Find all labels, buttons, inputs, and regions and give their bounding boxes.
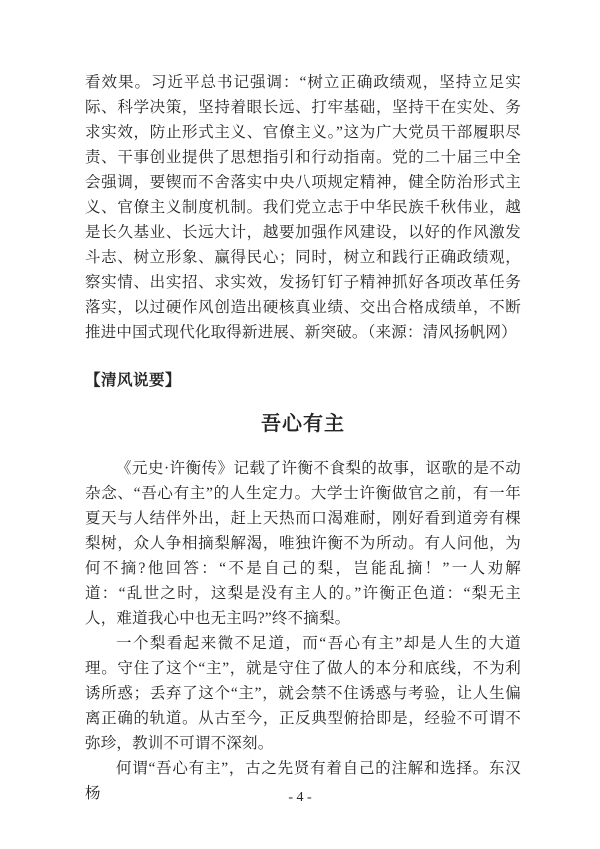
page-body [85,70,521,806]
body-paragraph-story: 《元史·许衡传》记载了许衡不食梨的故事，讴歌的是不动杂念、“吾心有主”的人生定力。大学士许衡做官之前，有一年夏天与人结伴外出，赶上天热而口渴难耐，刚好看到道旁有棵梨树，众人争相摘梨解渴，唯独许衡不为所动。有人问他，为何不摘?他回答：“不是自己的梨，岂能乱摘！”一人劝解道：“乱世之时，这梨是没有主人的。”许衡正色道：“梨无主人，难道我心中也无主吗?”终不摘梨。 [85,460,521,627]
body-paragraph-moral: 一个梨看起来微不足道，而“吾心有主”却是人生的大道理。守住了这个“主”，就是守住了做人的本分和底线，不为利诱所惑；丢弃了这个“主”，就会禁不住诱惑与考验，让人生偏离正确的轨道。从古至今，正反典型俯拾即是，经验不可谓不弥珍，教训不可谓不深刻。 [85,635,521,752]
page-number: - 4 - [288,790,312,805]
article-title: 吾心有主 [261,413,345,435]
body-paragraph-continuation: 看效果。习近平总书记强调：“树立正确政绩观，坚持立足实际、科学决策，坚持着眼长远、打牢基础，坚持干在实处、务求实效，防止形式主义、官僚主义。”这为广大党员干部履职尽责、干事创业提供了思想指引和行动指南。党的二十届三中全会强调，要锲而不舍落实中央八项规定精神，健全防治形式主义、官僚主义制度机制。我们党立志于中华民族千秋伟业，越是长久基业、长远大计，越要加强作风建设，以好的作风激发斗志、树立形象、赢得民心；同时，树立和践行正确政绩观，察实情、出实招、求实效，发扬钉钉子精神抓好各项改革任务落实，以过硬作风创造出硬核真业绩、交出合格成绩单，不断推进中国式现代化取得新进展、新突破。（来源：清风扬帆网） [85,74,521,341]
section-heading: 【清风说要】 [85,372,182,389]
body-paragraph-partial: 何谓“吾心有主”，古之先贤有着自己的注解和选择。东汉杨 [85,760,521,802]
